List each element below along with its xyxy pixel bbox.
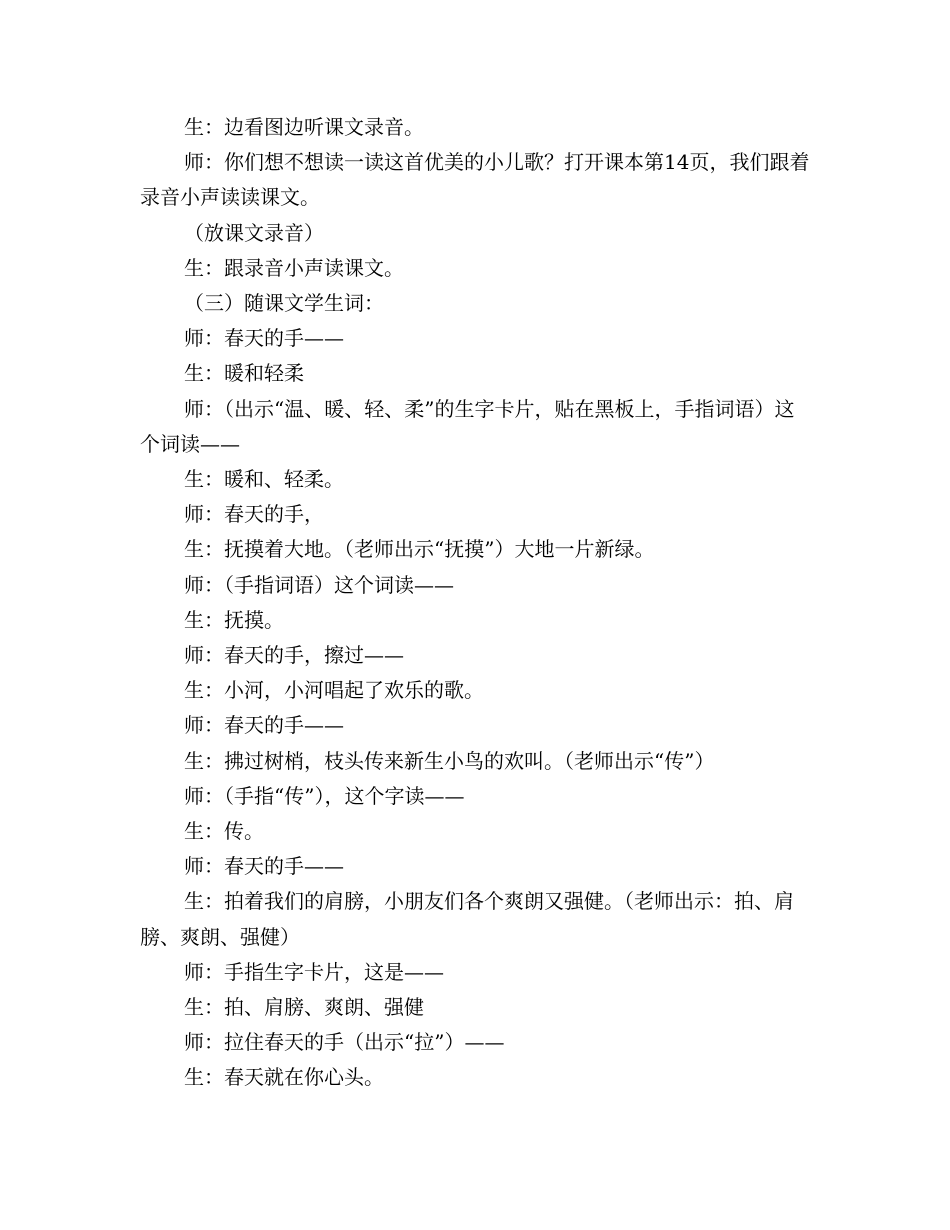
paragraph-22: 师：手指生字卡片，这是—— [184, 959, 444, 984]
paragraph-13: 生：抚摸。 [184, 607, 284, 632]
document-page [140, 110, 812, 1096]
paragraph-1: 生：边看图边听课文录音。 [184, 115, 424, 139]
paragraph-24: 师：拉住春天的手（出示“拉”）—— [184, 1030, 505, 1055]
paragraph-15: 生：小河，小河唱起了欢乐的歌。 [184, 678, 484, 703]
paragraph-2: 师：你们想不想读一读这首优美的小儿歌？打开课本第14页，我们跟着录音小声读读课文。 [140, 150, 810, 210]
paragraph-7: 生：暖和轻柔 [184, 361, 304, 386]
paragraph-10: 师：春天的手， [184, 502, 324, 527]
paragraph-19: 生：传。 [184, 819, 264, 844]
paragraph-12: 师：（手指词语）这个词读—— [184, 572, 454, 597]
paragraph-20: 师：春天的手—— [184, 854, 344, 879]
paragraph-3: （放课文录音） [184, 220, 324, 245]
paragraph-25: 生：春天就在你心头。 [184, 1065, 384, 1090]
section-heading: （三）随课文学生词： [184, 291, 384, 316]
paragraph-11: 生：抚摸着大地。（老师出示“抚摸”）大地一片新绿。 [184, 537, 655, 562]
paragraph-18: 师：（手指“传”），这个字读—— [184, 783, 465, 808]
paragraph-23: 生：拍、肩膀、爽朗、强健 [184, 995, 424, 1020]
paragraph-17: 生：拂过树梢，枝头传来新生小鸟的欢叫。（老师出示“传”） [184, 748, 715, 773]
paragraph-6: 师：春天的手—— [184, 326, 344, 351]
paragraph-21: 生：拍着我们的肩膀，小朋友们各个爽朗又强健。（老师出示：拍、肩膀、爽朗、强健） [140, 889, 794, 949]
paragraph-9: 生：暖和、轻柔。 [184, 467, 344, 492]
paragraph-4: 生：跟录音小声读课文。 [184, 255, 404, 280]
paragraph-16: 师：春天的手—— [184, 713, 344, 738]
paragraph-14: 师：春天的手，擦过—— [184, 643, 404, 668]
paragraph-8: 师：（出示“温、暖、轻、柔”的生字卡片，贴在黑板上，手指词语）这个词读—— [140, 396, 795, 456]
